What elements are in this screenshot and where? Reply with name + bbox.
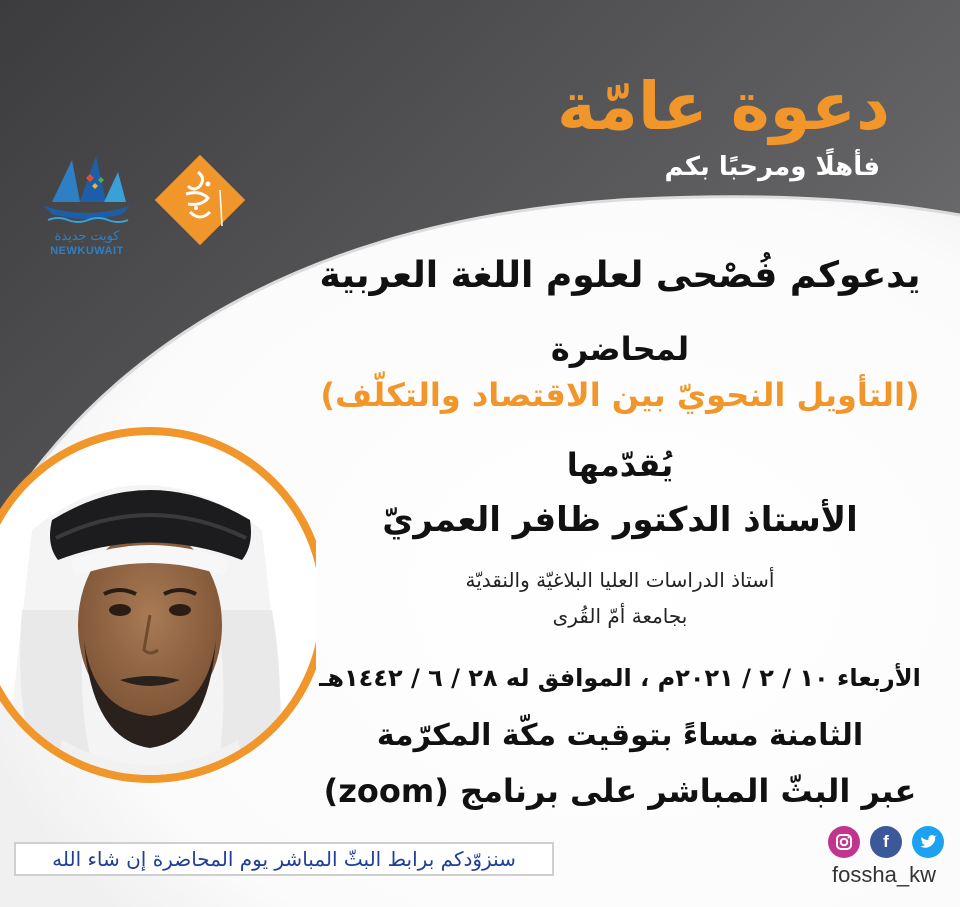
- social-handle: fossha_kw: [832, 862, 936, 887]
- lecture-label: لمحاضرة: [550, 330, 690, 368]
- live-link-notice: سنزوّدكم برابط البثّ المباشر يوم المحاضرة إن شاء الله: [14, 842, 554, 876]
- speaker-university: بجامعة أمّ القُرى: [552, 604, 688, 628]
- speaker-name: الأستاذ الدكتور ظافر العمريّ: [382, 500, 858, 540]
- lecture-topic: (التأويل النحويّ بين الاقتصاد والتكلّف): [320, 376, 920, 414]
- newkuwait-logo: [34, 150, 140, 260]
- invite-line: يدعوكم فُصْحى لعلوم اللغة العربية: [319, 255, 921, 296]
- event-platform: عبر البثّ المباشر على برنامج (zoom): [323, 772, 917, 810]
- facebook-icon[interactable]: f: [870, 826, 902, 858]
- fossha-logo: [150, 150, 250, 250]
- presented-by-label: يُقدّمها: [566, 446, 674, 484]
- speaker-role: أستاذ الدراسات العليا البلاغيّة والنقديّة: [465, 568, 775, 592]
- dhow-icon: [34, 150, 140, 230]
- newkuwait-arabic-text: كويت جديدة: [54, 228, 120, 243]
- welcome-text: فأهلًا ومرحبًا بكم: [664, 152, 880, 182]
- social-icons: [826, 826, 946, 866]
- newkuwait-english-text: NEWKUWAIT: [50, 245, 124, 257]
- twitter-icon[interactable]: [912, 826, 944, 858]
- poster-title: دعوة عامّة: [556, 68, 890, 145]
- instagram-icon[interactable]: [828, 826, 860, 858]
- event-date: الأربعاء ١٠ / ٢ / ٢٠٢١م ، الموافق له ٢٨ / ٦ / ١٤٤٢هـ: [319, 664, 921, 692]
- speaker-photo: [0, 410, 316, 800]
- event-time: الثامنة مساءً بتوقيت مكّة المكرّمة: [376, 718, 864, 753]
